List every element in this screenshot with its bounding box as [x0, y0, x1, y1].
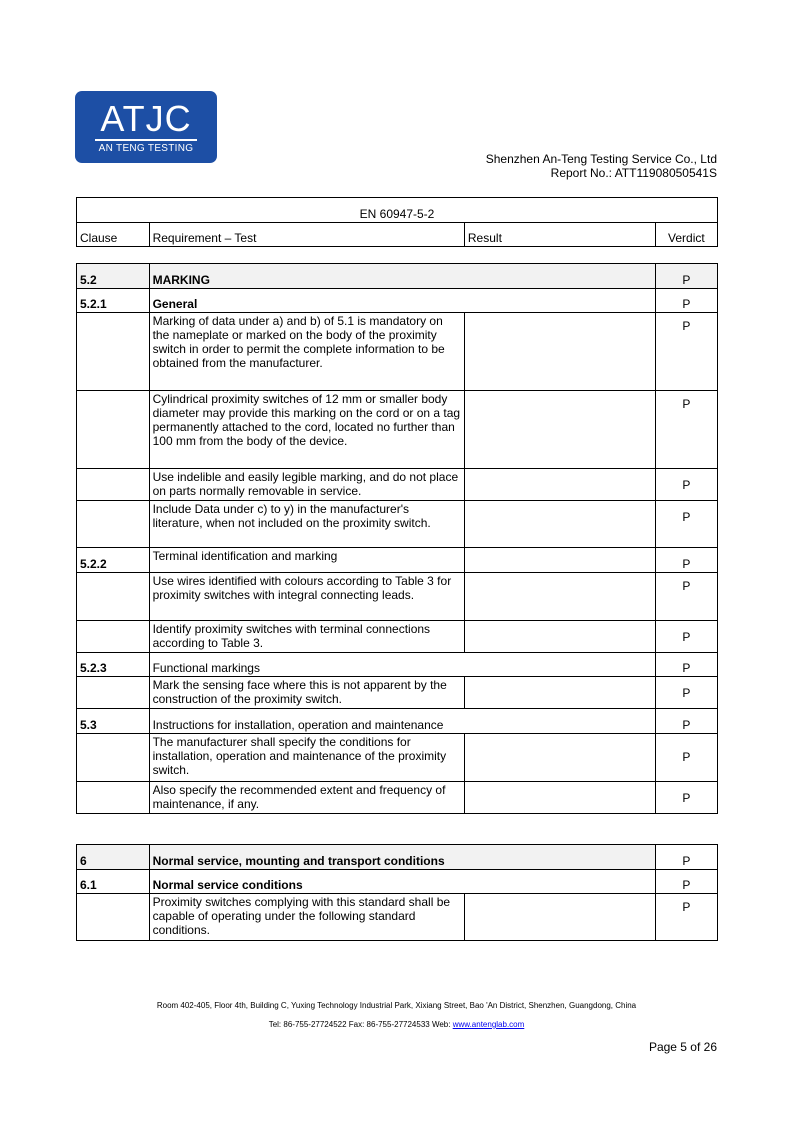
clause-cell: 5.3: [77, 709, 150, 734]
clause-cell: 5.2.2: [77, 548, 150, 573]
result-cell: [464, 782, 655, 814]
clause-cell: 5.2.1: [77, 289, 150, 313]
requirement-cell: Normal service conditions: [149, 870, 655, 894]
logo-subtitle: AN TENG TESTING: [98, 143, 194, 154]
requirement-cell: Use wires identified with colours according to Table 3 for proximity switches with integral connecting leads.: [149, 573, 464, 621]
logo-title: ATJC: [100, 98, 192, 139]
requirement-cell: Proximity switches complying with this standard shall be capable of operating under the following standard conditions.: [149, 894, 464, 941]
clause-cell: [77, 734, 150, 782]
col-verdict: Verdict: [655, 223, 717, 247]
requirement-cell: Marking of data under a) and b) of 5.1 is mandatory on the nameplate or marked on the body of the proximity switch in order to permit the complete information to be obtained from the manufacturer.: [149, 313, 464, 391]
verdict-cell: P: [655, 734, 717, 782]
table-row: [77, 870, 718, 894]
clause-cell: 6: [77, 845, 150, 870]
verdict-cell: P: [655, 469, 717, 501]
requirement-cell: Terminal identification and marking: [149, 548, 464, 573]
table-row: [77, 313, 718, 391]
report-header: [486, 152, 717, 180]
requirement-cell: Instructions for installation, operation and maintenance: [149, 709, 655, 734]
footer-address: Room 402-405, Floor 4th, Building C, Yuxing Technology Industrial Park, Xixiang Street, Bao 'An District, Shenzhen, Guangdong, China: [156, 1001, 637, 1010]
result-cell: [464, 548, 655, 573]
table-row: [77, 548, 718, 573]
table-row: [77, 264, 718, 289]
table-row: [77, 653, 718, 677]
contact-text: Tel: 86-755-27724522 Fax: 86-755-27724533 Web:: [268, 1020, 453, 1029]
requirement-cell: The manufacturer shall specify the conditions for installation, operation and maintenance of the proximity switch.: [149, 734, 464, 782]
result-cell: [464, 621, 655, 653]
standard-header-table: [76, 197, 718, 247]
clause-cell: [77, 782, 150, 814]
result-cell: [464, 313, 655, 391]
table-row: [77, 469, 718, 501]
table-row: [77, 391, 718, 469]
clause-cell: 5.2: [77, 264, 150, 289]
verdict-cell: P: [655, 391, 717, 469]
result-cell: [464, 734, 655, 782]
table-row: [77, 734, 718, 782]
verdict-cell: P: [655, 845, 717, 870]
clause-cell: 6.1: [77, 870, 150, 894]
result-cell: [464, 573, 655, 621]
clause-cell: [77, 313, 150, 391]
table-row: [77, 894, 718, 941]
col-requirement: Requirement – Test: [149, 223, 464, 247]
requirement-cell: Use indelible and easily legible marking, and do not place on parts normally removable in service.: [149, 469, 464, 501]
requirement-cell: Functional markings: [149, 653, 655, 677]
verdict-cell: P: [655, 289, 717, 313]
verdict-cell: P: [655, 313, 717, 391]
clause-cell: 5.2.3: [77, 653, 150, 677]
company-name: Shenzhen An-Teng Testing Service Co., Ltd: [485, 152, 717, 166]
section-6-table: [76, 844, 718, 941]
col-result: Result: [464, 223, 655, 247]
requirement-cell: Identify proximity switches with terminal connections according to Table 3.: [149, 621, 464, 653]
clause-cell: [77, 469, 150, 501]
table-row: [77, 621, 718, 653]
clause-cell: [77, 621, 150, 653]
requirement-cell: MARKING: [149, 264, 655, 289]
verdict-cell: P: [655, 870, 717, 894]
footer-contact: [0, 1020, 793, 1029]
verdict-cell: P: [655, 894, 717, 941]
table-row: [77, 501, 718, 548]
table-row: [77, 677, 718, 709]
logo-divider: [95, 139, 197, 141]
verdict-cell: P: [655, 264, 717, 289]
verdict-cell: P: [655, 548, 717, 573]
col-clause: Clause: [77, 223, 150, 247]
verdict-cell: P: [655, 677, 717, 709]
result-cell: [464, 894, 655, 941]
section-5-table: [76, 263, 718, 814]
requirement-cell: Include Data under c) to y) in the manufacturer's literature, when not included on the proximity switch.: [149, 501, 464, 548]
result-cell: [464, 501, 655, 548]
result-cell: [464, 469, 655, 501]
clause-cell: [77, 894, 150, 941]
verdict-cell: P: [655, 501, 717, 548]
clause-cell: [77, 391, 150, 469]
requirement-cell: General: [149, 289, 655, 313]
verdict-cell: P: [655, 621, 717, 653]
verdict-cell: P: [655, 709, 717, 734]
table-row: [77, 573, 718, 621]
requirement-cell: Mark the sensing face where this is not apparent by the construction of the proximity switch.: [149, 677, 464, 709]
requirement-cell: Normal service, mounting and transport conditions: [149, 845, 655, 870]
clause-cell: [77, 501, 150, 548]
clause-cell: [77, 677, 150, 709]
result-cell: [464, 391, 655, 469]
company-logo: [75, 91, 217, 163]
table-row: [77, 782, 718, 814]
verdict-cell: P: [655, 573, 717, 621]
verdict-cell: P: [655, 653, 717, 677]
result-cell: [464, 677, 655, 709]
clause-cell: [77, 573, 150, 621]
report-number: Report No.: ATT11908050541S: [550, 166, 717, 180]
table-row: [77, 845, 718, 870]
table-row: [77, 289, 718, 313]
requirement-cell: Cylindrical proximity switches of 12 mm or smaller body diameter may provide this marking on the cord or on a tag permanently attached to the cord, located no further than 100 mm from the body of the device.: [149, 391, 464, 469]
standard-name: EN 60947-5-2: [77, 198, 718, 223]
table-row: [77, 709, 718, 734]
verdict-cell: P: [655, 782, 717, 814]
requirement-cell: Also specify the recommended extent and frequency of maintenance, if any.: [149, 782, 464, 814]
website-link[interactable]: www.antenglab.com: [452, 1020, 525, 1029]
page-number: Page 5 of 26: [648, 1040, 717, 1054]
